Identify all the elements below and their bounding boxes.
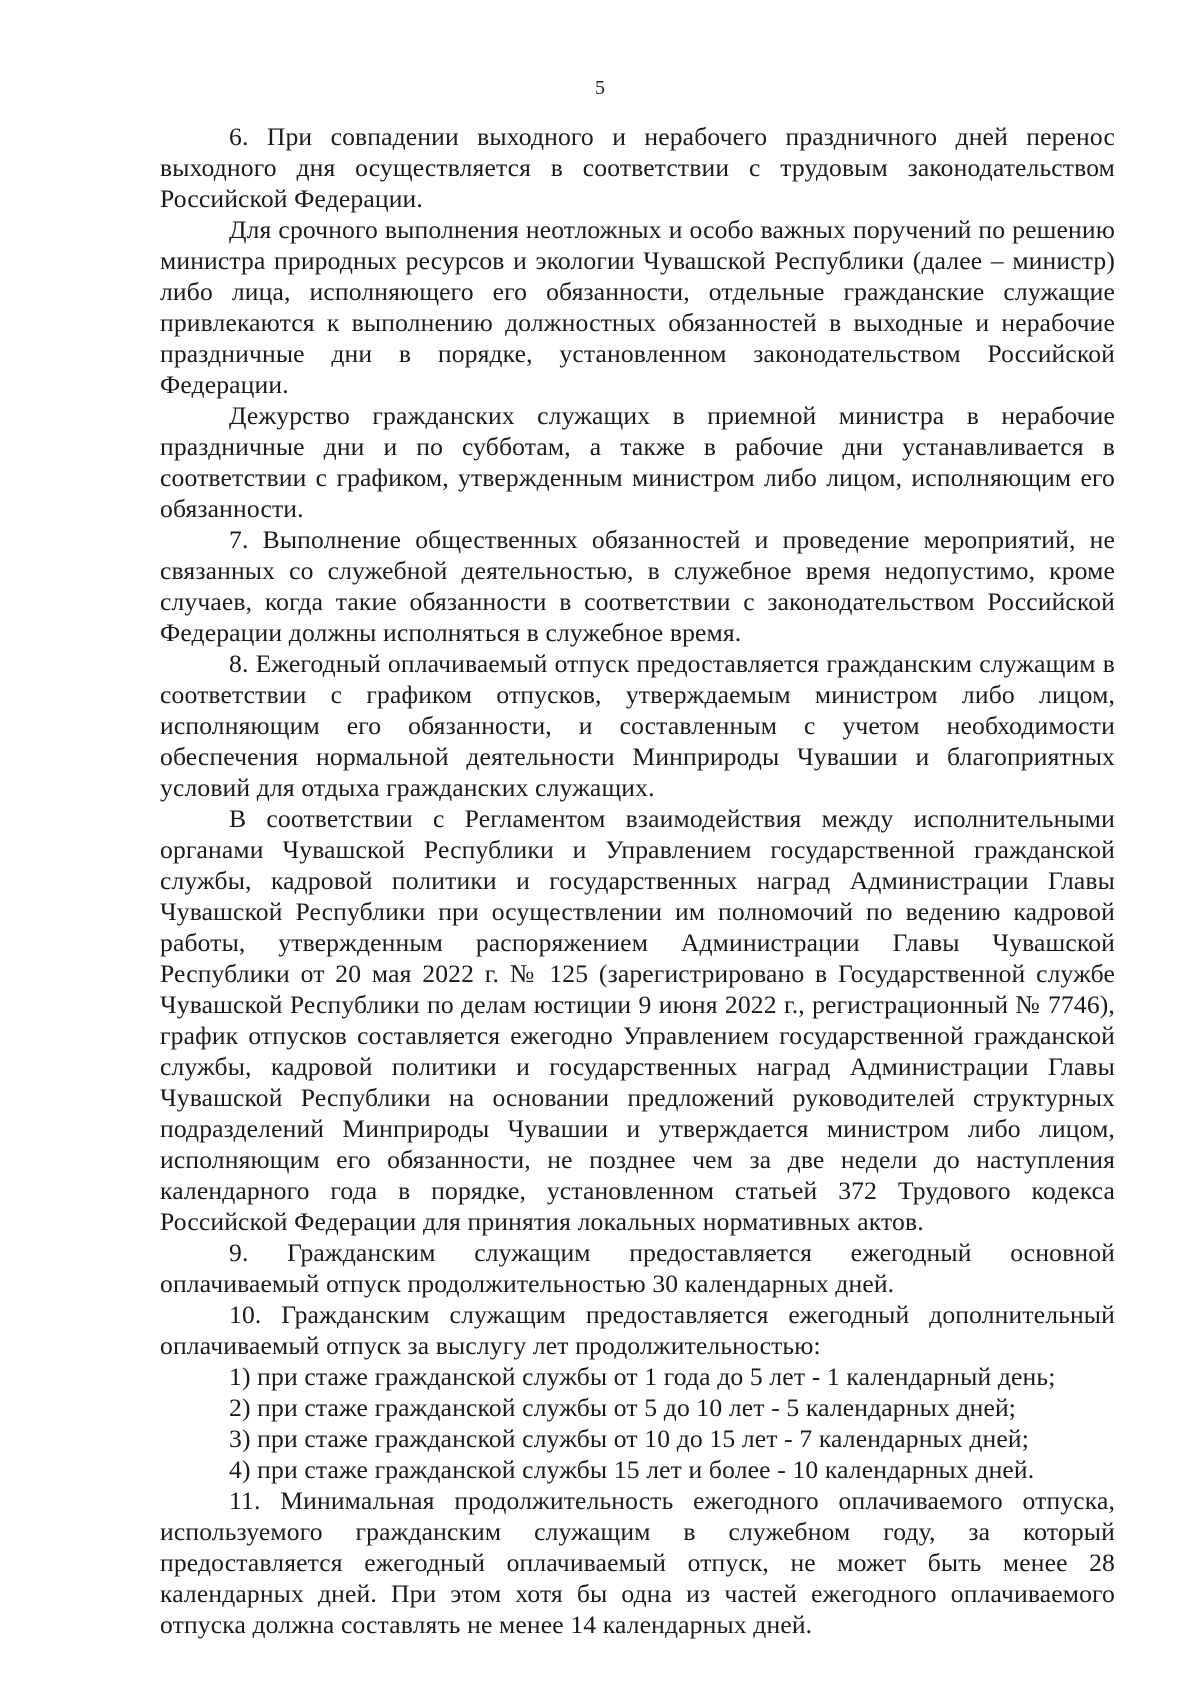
document-body xyxy=(160,121,1115,1640)
list-item-4: 4) при стаже гражданской службы 15 лет и более - 10 календарных дней. xyxy=(229,1455,1035,1484)
list-item-2: 2) при стаже гражданской службы от 5 до 10 лет - 5 календарных дней; xyxy=(229,1393,1017,1422)
list-item-3: 3) при стаже гражданской службы от 10 до 15 лет - 7 календарных дней; xyxy=(229,1424,1030,1453)
paragraph-duty-schedule: Дежурство гражданских служащих в приемной министра в нерабочие праздничные дни и по субботам, а также в рабочие дни устанавливается в соответствии с графиком, утвержденным министром либо лицом, исполняющим его обязанности. xyxy=(160,401,1115,523)
paragraph-7-public-duties: 7. Выполнение общественных обязанностей и проведение мероприятий, не связанных со служебной деятельностью, в служебное время недопустимо, кроме случаев, когда такие обязанности в соответствии с законодательством Российской Федерации должны исполняться в служебное время. xyxy=(160,525,1115,647)
paragraph-11-minimum-leave: 11. Минимальная продолжительность ежегодного оплачиваемого отпуска, используемого гражданским служащим в служебном году, за который предоставляется ежегодный оплачиваемый отпуск, не может быть менее 28 календарных дней. При этом хотя бы одна из частей ежегодного оплачиваемого отпуска должна составлять не менее 14 календарных дней. xyxy=(160,1486,1115,1639)
paragraph-leave-schedule-regulation: В соответствии с Регламентом взаимодействия между исполнительными органами Чувашской Республики и Управлением государственной гражданской службы, кадровой политики и государственных наград Администрации Главы Чувашской Республики при осуществлении им полномочий по ведению кадровой работы, утвержденным распоряжением Администрации Главы Чувашской Республики от 20 мая 2022 г. № 125 (зарегистрировано в Государственной службе Чувашской Республики по делам юстиции 9 июня 2022 г., регистрационный № 7746), график отпусков составляется ежегодно Управлением государственной гражданской службы, кадровой политики и государственных наград Администрации Главы Чувашской Республики на основании предложений руководителей структурных подразделений Минприроды Чувашии и утверждается министром либо лицом, исполняющим его обязанности, не позднее чем за две недели до наступления календарного года в порядке, установленном статьей 372 Трудового кодекса Российской Федерации для принятия локальных нормативных актов. xyxy=(160,804,1115,1236)
list-item-1: 1) при стаже гражданской службы от 1 года до 5 лет - 1 календарный день; xyxy=(229,1362,1056,1391)
paragraph-10-additional-leave: 10. Гражданским служащим предоставляется ежегодный дополнительный оплачиваемый отпуск за выслугу лет продолжительностью: xyxy=(160,1300,1115,1360)
paragraph-9-basic-leave: 9. Гражданским служащим предоставляется ежегодный основной оплачиваемый отпуск продолжительностью 30 календарных дней. xyxy=(160,1238,1115,1298)
paragraph-6-weekend-transfer: 6. При совпадении выходного и нерабочего праздничного дней перенос выходного дня осуществляется в соответствии с трудовым законодательством Российской Федерации. xyxy=(160,122,1115,213)
paragraph-8-annual-leave: 8. Ежегодный оплачиваемый отпуск предоставляется гражданским служащим в соответствии с графиком отпусков, утверждаемым министром либо лицом, исполняющим его обязанности, и составленным с учетом необходимости обеспечения нормальной деятельности Минприроды Чувашии и благоприятных условий для отдыха гражданских служащих. xyxy=(160,649,1115,802)
page-number: 5 xyxy=(595,77,605,99)
paragraph-urgent-assignments: Для срочного выполнения неотложных и особо важных поручений по решению министра природных ресурсов и экологии Чувашской Республики (далее – министр) либо лица, исполняющего его обязанности, отдельные гражданские служащие привлекаются к выполнению должностных обязанностей в выходные и нерабочие праздничные дни в порядке, установленном законодательством Российской Федерации. xyxy=(160,215,1115,399)
